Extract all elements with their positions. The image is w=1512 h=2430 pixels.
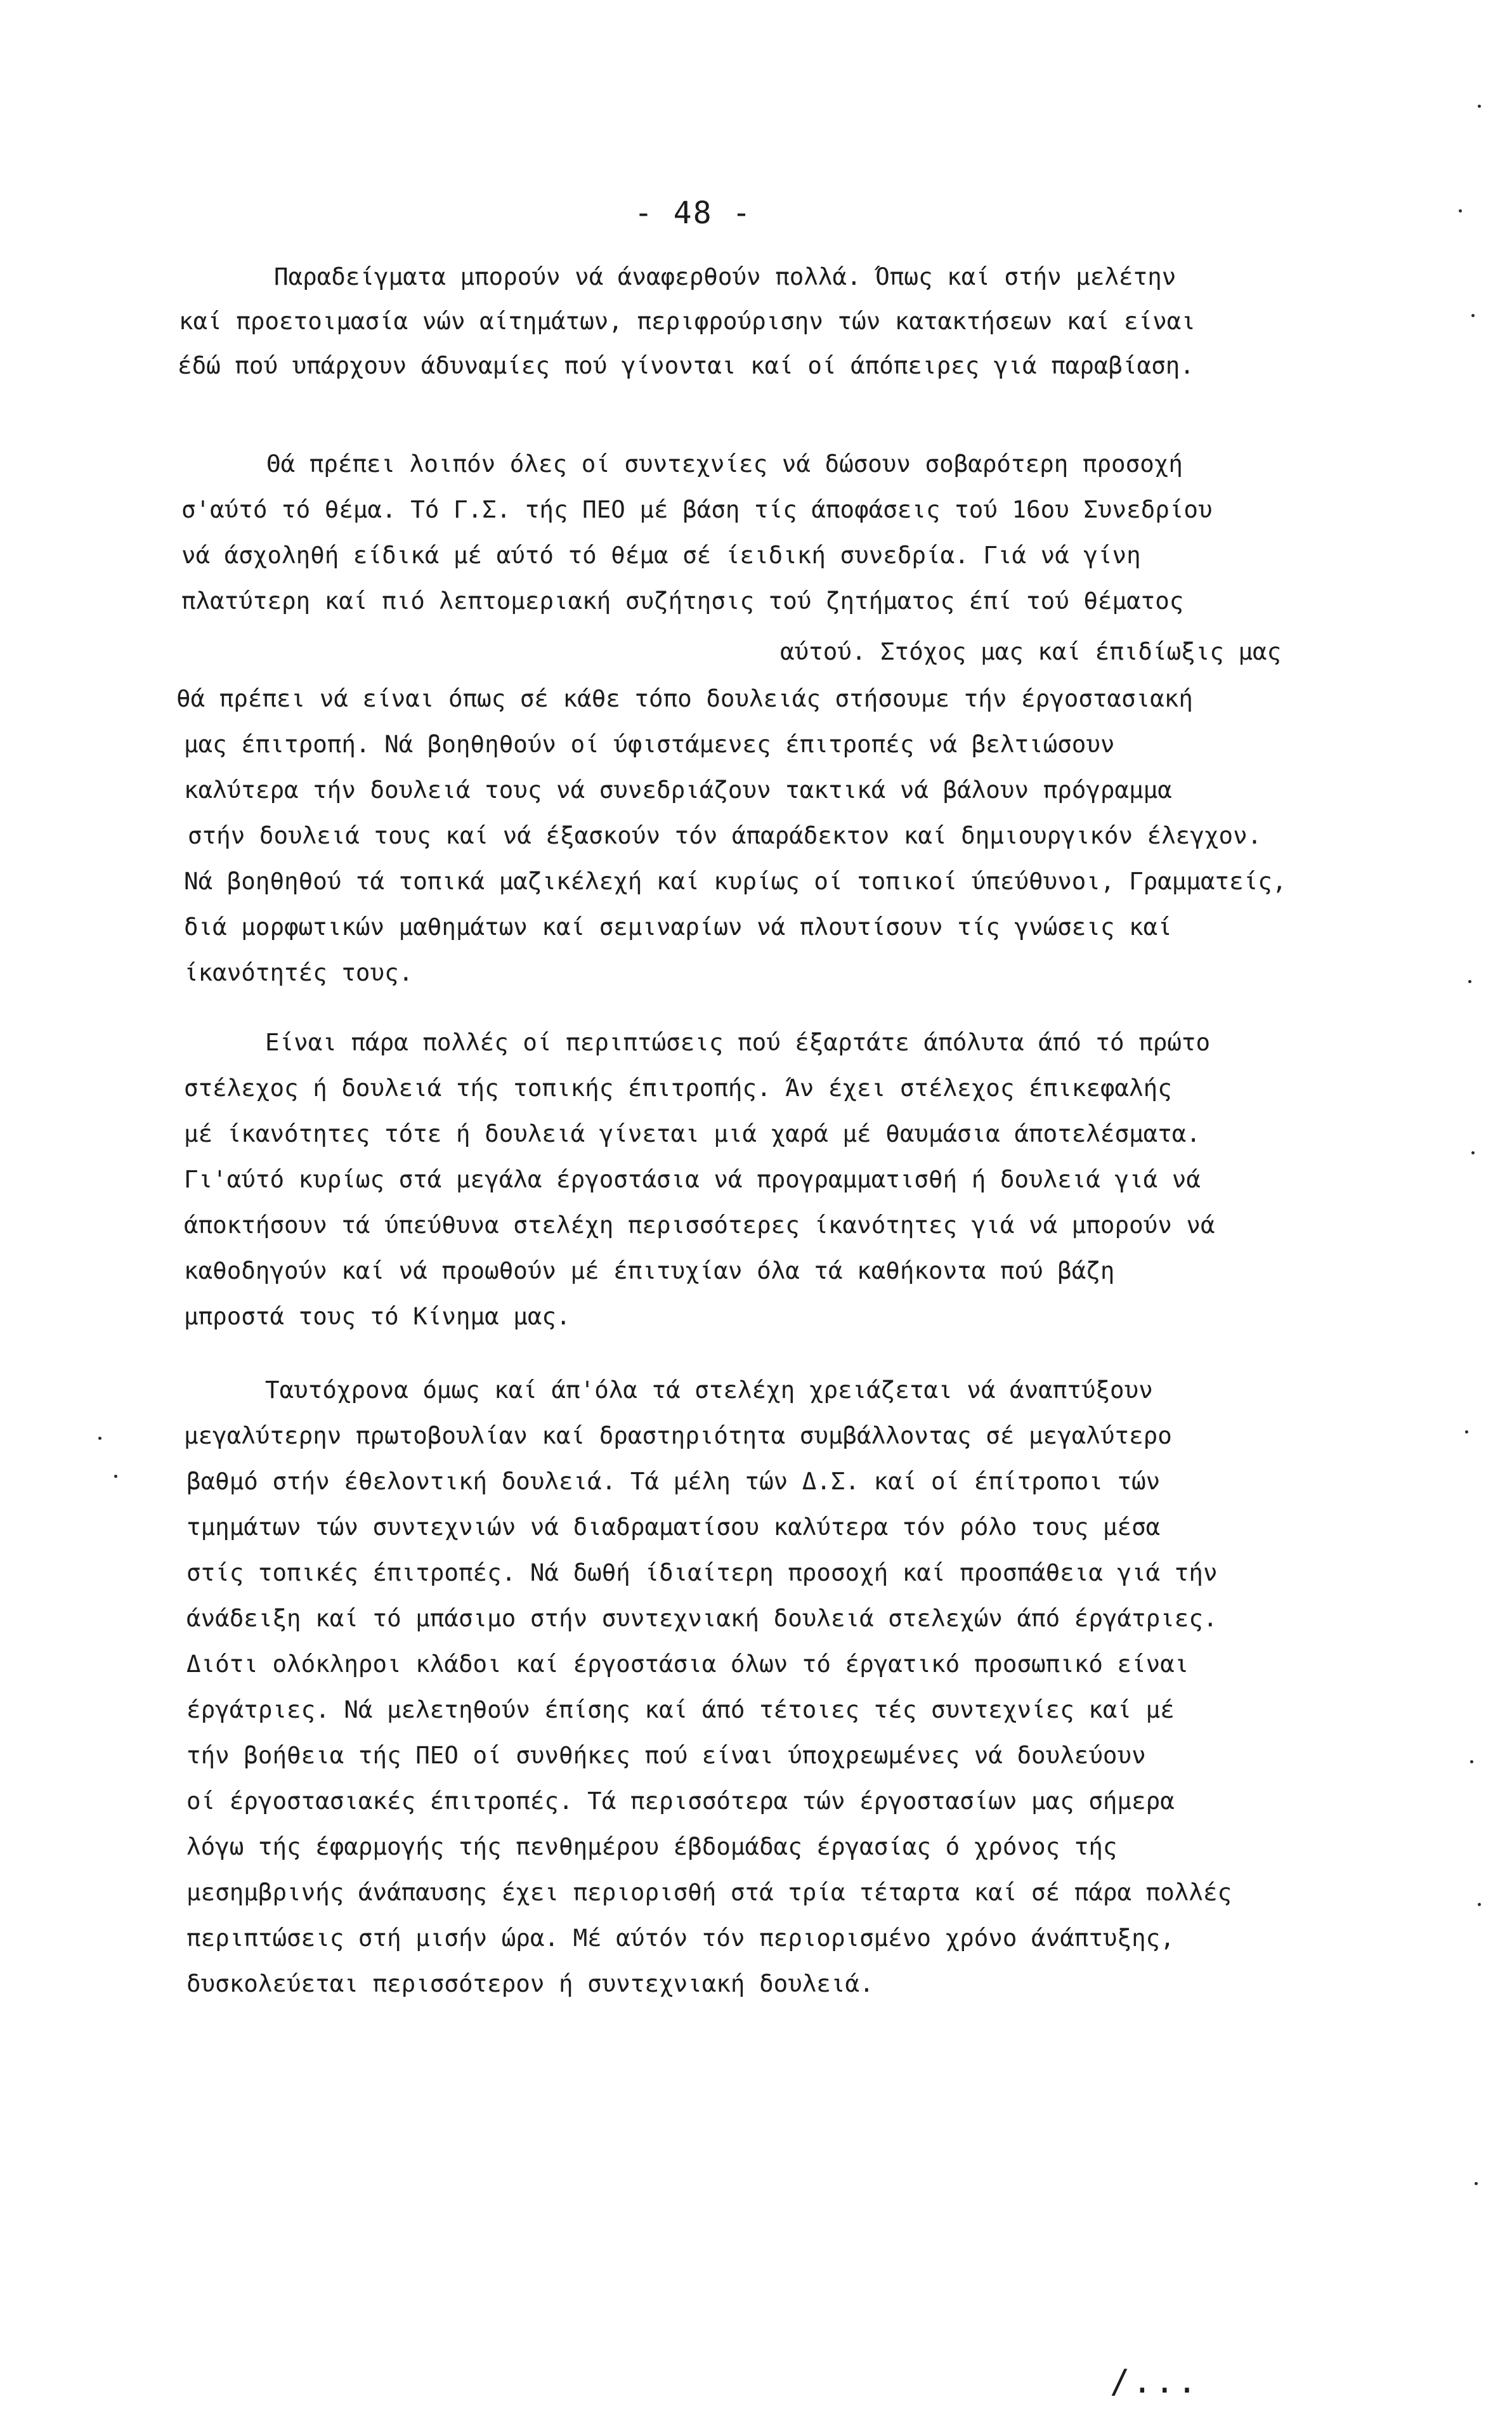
text-line: οί έργοστασιακές έπιτροπές. Τά περισσότερα τών έργοστασίων μας σήμερα <box>186 1787 1175 1815</box>
text-line: άνάδειξη καί τό μπάσιμο στήν συντεχνιακή δουλειά στελεχών άπό έργάτριες. <box>186 1604 1218 1632</box>
text-line: νά άσχοληθή είδικά μέ αύτό τό θέμα σέ ίειδική συνεδρία. Γιά νά γίνη <box>181 541 1141 569</box>
text-line: Νά βοηθηθού τά τοπικά μαζικέλεχή καί κυρίως οί τοπικοί ύπεύθυνοι, Γραμματείς, <box>184 867 1287 895</box>
text-line: στίς τοπικές έπιτροπές. Νά δωθή ίδιαίτερη προσοχή καί προσπάθεια γιά τήν <box>186 1558 1218 1586</box>
text-line: Παραδείγματα μπορούν νά άναφερθούν πολλά. Όπως καί στήν μελέτην <box>274 263 1176 291</box>
text-line: περιπτώσεις στή μισήν ώρα. Μέ αύτόν τόν περιορισμένο χρόνο άνάπτυξης, <box>186 1924 1175 1952</box>
text-line: Ταυτόχρονα όμως καί άπ'όλα τά στελέχη χρειάζεται νά άναπτύξουν <box>265 1376 1153 1404</box>
text-line: αύτού. Στόχος μας καί έπιδίωξις μας <box>780 637 1282 665</box>
text-line: διά μορφωτικών μαθημάτων καί σεμιναρίων νά πλουτίσουν τίς γνώσεις καί <box>184 913 1172 941</box>
scan-speck <box>1471 1151 1475 1154</box>
text-line: έδώ πού υπάρχουν άδυναμίες πού γίνονται καί οί άπόπειρες γιά παραβίαση. <box>178 351 1194 379</box>
text-line: βαθμό στήν έθελοντική δουλειά. Τά μέλη τών Δ.Σ. καί οί έπίτροποι τών <box>186 1467 1161 1495</box>
scan-speck <box>1459 209 1462 212</box>
scan-speck <box>1465 1430 1468 1434</box>
scan-speck <box>98 1437 101 1440</box>
text-line: λόγω τής έφαρμογής τής πενθημέρου έβδομάδας έργασίας ό χρόνος τής <box>186 1832 1118 1860</box>
text-line: άποκτήσουν τά ύπεύθυνα στελέχη περισσότερες ίκανότητες γιά νά μπορούν νά <box>184 1211 1215 1239</box>
text-line: μεσημβρινής άνάπαυσης έχει περιορισθή στά τρία τέταρτα καί σέ πάρα πολλές <box>186 1878 1232 1906</box>
text-line: σ'αύτό τό θέμα. Τό Γ.Σ. τής ΠΕΟ μέ βάση τίς άποφάσεις τού 16ου Συνεδρίου <box>181 495 1213 523</box>
text-line: έργάτριες. Νά μελετηθούν έπίσης καί άπό τέτοιες τές συντεχνίες καί μέ <box>186 1695 1175 1723</box>
scan-speck <box>1471 314 1475 317</box>
text-line: μεγαλύτερην πρωτοβουλίαν καί δραστηριότητα συμβάλλοντας σέ μεγαλύτερο <box>184 1421 1172 1449</box>
text-line: ίκανότητές τους. <box>184 958 414 986</box>
text-line: στέλεχος ή δουλειά τής τοπικής έπιτροπής. Άν έχει στέλεχος έπικεφαλής <box>184 1074 1172 1102</box>
text-line: στήν δουλειά τους καί νά έξασκούν τόν άπαράδεκτον καί δημιουργικόν έλεγχον. <box>188 821 1262 849</box>
scan-speck <box>1478 105 1481 108</box>
text-line: Γι'αύτό κυρίως στά μεγάλα έργοστάσια νά προγραμματισθή ή δουλειά γιά νά <box>184 1165 1201 1193</box>
page-number: - 48 - <box>634 195 752 231</box>
text-line: Διότι ολόκληροι κλάδοι καί έργοστάσια όλων τό έργατικό προσωπικό είναι <box>186 1650 1189 1678</box>
scan-speck <box>1478 1903 1481 1906</box>
text-line: πλατύτερη καί πιό λεπτομεριακή συζήτησις τού ζητήματος έπί τού θέματος <box>181 587 1184 615</box>
scan-speck <box>1475 2182 1478 2185</box>
scan-speck <box>114 1475 117 1478</box>
text-line: καλύτερα τήν δουλειά τους νά συνεδριάζουν τακτικά νά βάλουν πρόγραμμα <box>184 776 1172 804</box>
text-line: τήν βοήθεια τής ΠΕΟ οί συνθήκες πού είναι ύποχρεωμένες νά δουλεύουν <box>186 1741 1146 1769</box>
text-line: Θά πρέπει λοιπόν όλες οί συντεχνίες νά δώσουν σοβαρότερη προσοχή <box>266 450 1183 478</box>
text-line: καθοδηγούν καί νά προωθούν μέ έπιτυχίαν όλα τά καθήκοντα πού βάζη <box>184 1257 1115 1284</box>
continuation-mark: /... <box>1110 2363 1200 2401</box>
text-line: Είναι πάρα πολλές οί περιπτώσεις πού έξαρτάτε άπόλυτα άπό τό πρώτο <box>265 1028 1211 1056</box>
text-line: μπροστά τους τό Κίνημα μας. <box>184 1302 571 1330</box>
text-line: μέ ίκανότητες τότε ή δουλειά γίνεται μιά χαρά μέ θαυμάσια άποτελέσματα. <box>184 1120 1201 1147</box>
text-line: καί προετοιμασία νών αίτημάτων, περιφρούρισην τών κατακτήσεων καί είναι <box>179 307 1196 335</box>
scan-speck <box>1468 980 1471 983</box>
scan-speck <box>1470 1760 1473 1763</box>
text-line: μας έπιτροπή. Νά βοηθηθούν οί ύφιστάμενες έπιτροπές νά βελτιώσουν <box>184 730 1115 758</box>
text-line: δυσκολεύεται περισσότερον ή συντεχνιακή δουλειά. <box>186 1969 874 1997</box>
text-line: τμημάτων τών συντεχνιών νά διαδραματίσου καλύτερα τόν ρόλο τους μέσα <box>186 1513 1161 1541</box>
text-line: θά πρέπει νά είναι όπως σέ κάθε τόπο δουλειάς στήσουμε τήν έργοστασιακή <box>176 684 1193 712</box>
